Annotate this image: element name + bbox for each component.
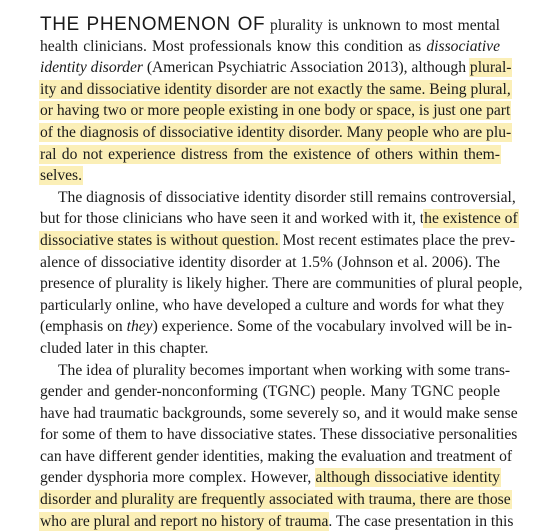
body-text: presence of plurality is likely higher. There are communities of plural people,: [40, 275, 523, 292]
paragraph: [40, 14, 500, 187]
body-text: for some of them to have dissociative states. These dissociative personalities: [40, 426, 517, 443]
paragraph: [40, 187, 500, 360]
text-line: [40, 316, 500, 338]
body-text: can have different gender identities, making the evaluation and treatment of: [40, 448, 512, 465]
lead-in-caps: THE PHENOMENON OF: [40, 14, 265, 35]
body-text: The diagnosis of dissociative identity disorder still remains controversial,: [58, 189, 516, 206]
highlighted-text: selves.: [40, 167, 82, 184]
document-body: [40, 14, 500, 532]
italic-text: identity disorder: [40, 59, 143, 76]
body-text: but for those clinicians who have seen it and worked with it, t: [40, 210, 424, 227]
italic-text: dissociative: [426, 38, 500, 55]
highlighted-text: ral do not experience distress from the existence of others within them-: [40, 146, 500, 163]
body-text: alence of dissociative identity disorder at 1.5% (Johnson et al. 2006). The: [40, 254, 500, 271]
body-text: plurality is unknown to most mental: [265, 17, 500, 34]
text-line: [40, 165, 500, 187]
body-text: cluded later in this chapter.: [40, 340, 208, 357]
text-line: [40, 360, 500, 382]
body-text: The idea of plurality becomes important when working with some trans-: [58, 362, 510, 379]
text-line: [40, 230, 500, 252]
body-text: . The case presentation in this: [328, 513, 513, 530]
text-line: [40, 424, 500, 446]
highlighted-text: although dissociative identity: [316, 469, 500, 486]
text-line: [40, 446, 500, 468]
highlighted-text: or having two or more people existing in one body or space, is just one part: [40, 102, 510, 119]
highlighted-text: ity and dissociative identity disorder are not exactly the same. Being plural,: [40, 81, 511, 98]
highlighted-text: plural-: [470, 59, 512, 76]
highlighted-text: he existence of: [424, 210, 518, 227]
text-line: [40, 381, 500, 403]
paragraph: [40, 360, 500, 532]
body-text: have had traumatic backgrounds, some severely so, and it would make sense: [40, 405, 518, 422]
text-line: [40, 144, 500, 166]
text-line: [40, 122, 500, 144]
body-text: Most recent estimates place the prev-: [279, 232, 515, 249]
body-text: ) experience. Some of the vocabulary involved will be in-: [153, 318, 512, 335]
body-text: gender and gender-nonconforming (TGNC) people. Many TGNC people: [40, 383, 500, 400]
text-line: [40, 273, 500, 295]
text-line: [40, 208, 500, 230]
highlighted-text: who are plural and report no history of trauma: [40, 513, 328, 530]
body-text: gender dysphoria more complex. However,: [40, 469, 316, 486]
text-line: [40, 36, 500, 58]
text-line: [40, 295, 500, 317]
highlighted-text: of the diagnosis of dissociative identity disorder. Many people who are plu-: [40, 124, 511, 141]
text-line: [40, 100, 500, 122]
italic-text: they: [127, 318, 153, 335]
text-line: [40, 14, 500, 36]
text-line: [40, 57, 500, 79]
text-line: [40, 489, 500, 511]
body-text: health clinicians. Most professionals know this condition as: [40, 38, 426, 55]
body-text: (emphasis on: [40, 318, 127, 335]
text-line: [40, 403, 500, 425]
text-line: [40, 252, 500, 274]
highlighted-text: disorder and plurality are frequently associated with trauma, there are those: [40, 491, 511, 508]
body-text: (American Psychiatric Association 2013), although: [143, 59, 470, 76]
highlighted-text: dissociative states is without question.: [40, 232, 279, 249]
text-line: [40, 338, 500, 360]
text-line: [40, 79, 500, 101]
body-text: particularly online, who have developed a culture and words for what they: [40, 297, 504, 314]
text-line: [40, 511, 500, 532]
text-line: [40, 187, 500, 209]
